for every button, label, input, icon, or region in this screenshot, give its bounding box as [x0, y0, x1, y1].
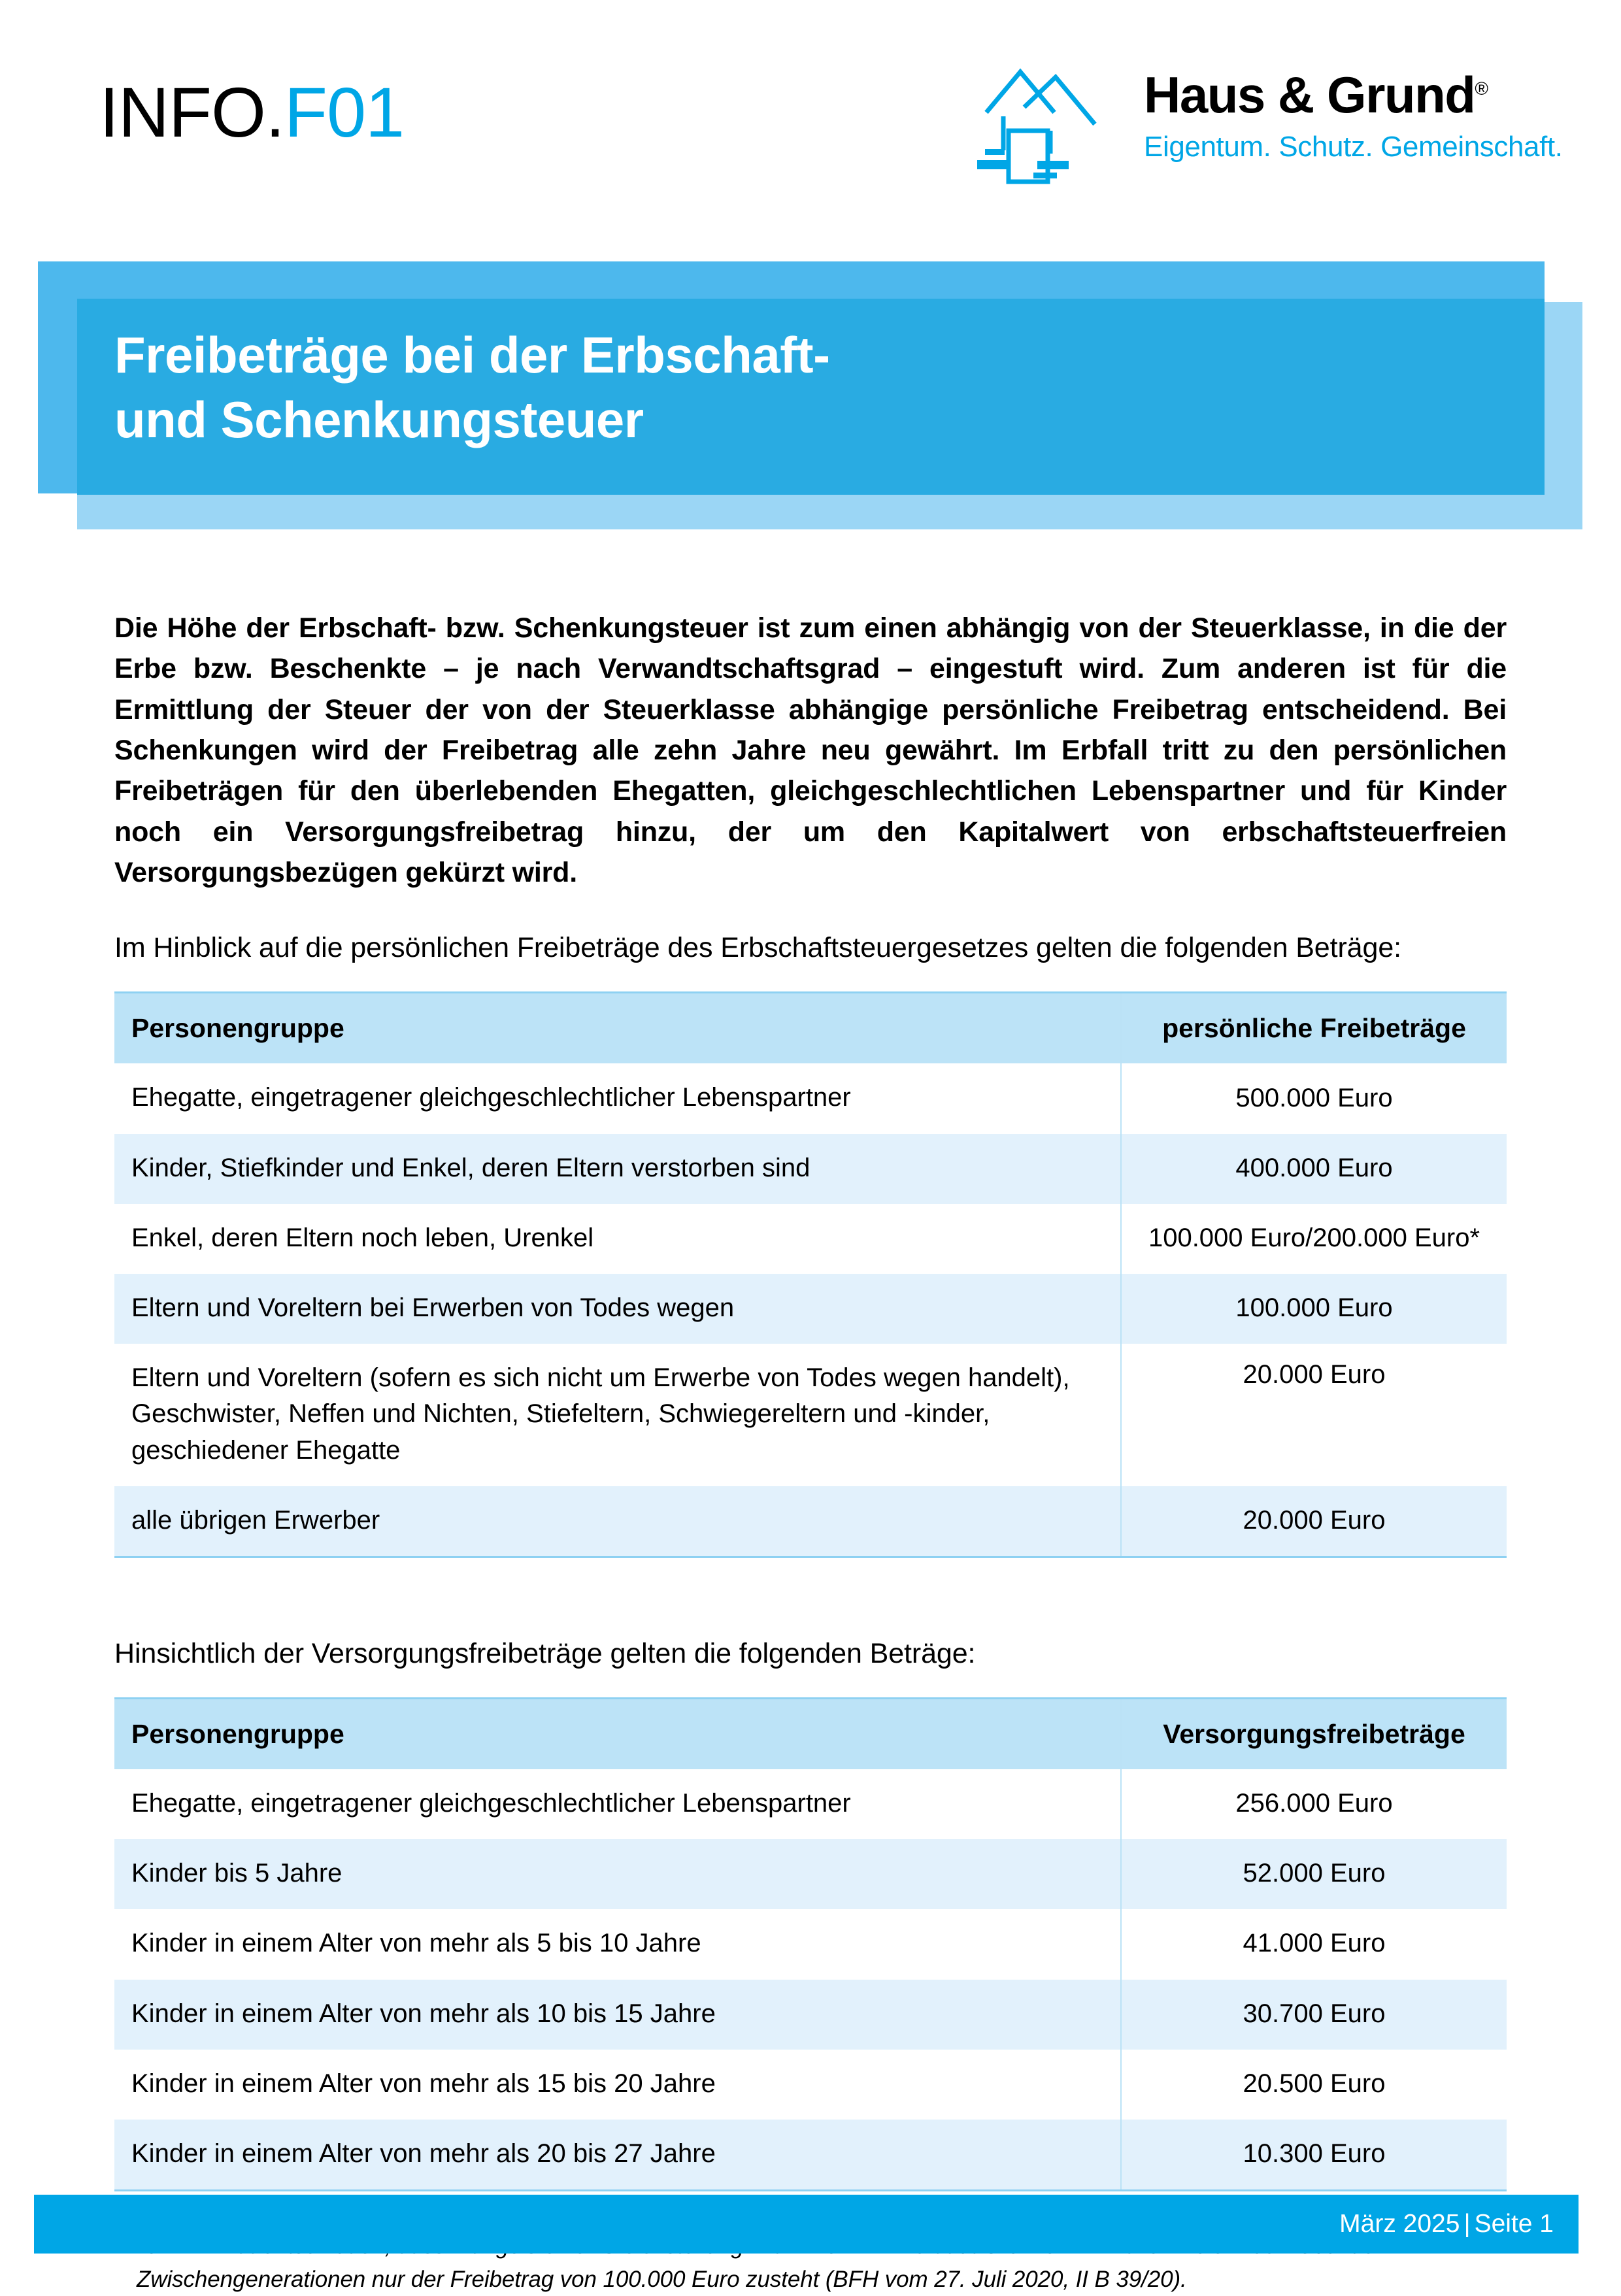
table-personal-body	[114, 1063, 1507, 1557]
cell-amount: 41.000 Euro	[1121, 1909, 1507, 1979]
lead-paragraph: Die Höhe der Erbschaft- bzw. Schenkungsteuer ist zum einen abhängig von der Steuerklasse, in die der Erbe bzw. Beschenkte – je nach Verwandtschaftsgrad – eingestuft wird. Zum anderen ist für die Ermittlung der Steuer der von der Steuerklasse abhängige persönliche Freibetrag entscheidend. Bei Schenkungen wird der Freibetrag alle zehn Jahre neu gewährt. Im Erbfall tritt zu den persönlichen Freibeträgen für den überlebenden Ehegatten, gleichgeschlechtlichen Lebenspartner und für Kinder noch ein Versorgungsfreibetrag hinzu, der um den Kapitalwert von erbschaftsteuerfreien Versorgungsbezügen gekürzt wird.	[114, 612, 1507, 889]
table-personal-head	[114, 993, 1507, 1064]
cell-amount: 100.000 Euro	[1121, 1274, 1507, 1344]
intro-paragraph-personal: Im Hinblick auf die persönlichen Freibeträge des Erbschaftsteuergesetzes gelten die folgenden Beträge:	[114, 932, 1401, 964]
cell-amount: 30.700 Euro	[1121, 1980, 1507, 2050]
cell-persongroup: alle übrigen Erwerber	[114, 1486, 1121, 1557]
cell-persongroup: Kinder in einem Alter von mehr als 5 bis 10 Jahre	[114, 1909, 1121, 1979]
page-title-line-2: und Schenkungsteuer	[114, 391, 644, 449]
table-header-row	[114, 1699, 1507, 1770]
table-personal-allowances	[114, 991, 1507, 1558]
table-row	[114, 1769, 1507, 1839]
table-row	[114, 1274, 1507, 1344]
cell-persongroup: Ehegatte, eingetragener gleichgeschlechtlicher Lebenspartner	[114, 1769, 1121, 1839]
table-pension-body	[114, 1769, 1507, 2191]
table-row	[114, 1063, 1507, 1133]
cell-persongroup: Kinder bis 5 Jahre	[114, 1839, 1121, 1909]
cell-persongroup: Eltern und Voreltern (sofern es sich nicht um Erwerbe von Todes wegen handelt), Geschwister, Neffen und Nichten, Stiefeltern, Schwiegereltern und -kinder, geschiedener Ehegatte	[114, 1344, 1121, 1486]
cell-amount: 20.000 Euro	[1121, 1344, 1507, 1486]
footer-separator: |	[1463, 2210, 1471, 2238]
cell-amount: 52.000 Euro	[1121, 1839, 1507, 1909]
document-code-prefix: INFO.	[99, 73, 284, 152]
footnote-line-2: Zwischengenerationen nur der Freibetrag von 100.000 Euro zusteht (BFH vom 27. Juli 2020, II B 39/20).	[137, 2267, 1187, 2293]
cell-amount: 20.500 Euro	[1121, 2050, 1507, 2120]
table-header-row	[114, 993, 1507, 1064]
col-header-amount: persönliche Freibeträge	[1121, 993, 1507, 1064]
cell-persongroup: Kinder in einem Alter von mehr als 10 bis 15 Jahre	[114, 1980, 1121, 2050]
page-title	[114, 323, 1422, 452]
cell-persongroup: Eltern und Voreltern bei Erwerben von Todes wegen	[114, 1274, 1121, 1344]
table-row	[114, 1909, 1507, 1979]
logo-claim: Eigentum. Schutz. Gemeinschaft.	[1144, 130, 1563, 163]
registered-trademark-icon: ®	[1475, 78, 1488, 99]
cell-persongroup: Kinder in einem Alter von mehr als 15 bis 20 Jahre	[114, 2050, 1121, 2120]
table-row	[114, 1134, 1507, 1204]
table-row	[114, 2120, 1507, 2191]
title-banner	[0, 0, 1621, 562]
cell-amount: 500.000 Euro	[1121, 1063, 1507, 1133]
cell-persongroup: Kinder, Stiefkinder und Enkel, deren Eltern verstorben sind	[114, 1134, 1121, 1204]
table-row	[114, 1204, 1507, 1274]
table-row	[114, 1980, 1507, 2050]
cell-amount: 20.000 Euro	[1121, 1486, 1507, 1557]
cell-amount: 10.300 Euro	[1121, 2120, 1507, 2191]
table-row	[114, 1839, 1507, 1909]
table-row	[114, 2050, 1507, 2120]
cell-persongroup: Ehegatte, eingetragener gleichgeschlechtlicher Lebenspartner	[114, 1063, 1121, 1133]
cell-persongroup: Kinder in einem Alter von mehr als 20 bis 27 Jahre	[114, 2120, 1121, 2191]
cell-amount: 100.000 Euro/200.000 Euro*	[1121, 1204, 1507, 1274]
cell-amount: 256.000 Euro	[1121, 1769, 1507, 1839]
cell-persongroup: Enkel, deren Eltern noch leben, Urenkel	[114, 1204, 1121, 1274]
page-title-line-1: Freibeträge bei der Erbschaft-	[114, 326, 830, 384]
intro-paragraph-pension: Hinsichtlich der Versorgungsfreibeträge gelten die folgenden Beträge:	[114, 1637, 976, 1669]
table-pension-head	[114, 1699, 1507, 1770]
footer-meta	[1339, 2195, 1554, 2254]
page-footer	[34, 2195, 1579, 2254]
col-header-amount: Versorgungsfreibeträge	[1121, 1699, 1507, 1770]
footer-date: März 2025	[1339, 2210, 1460, 2238]
footer-page-number: Seite 1	[1474, 2210, 1554, 2238]
document-code-suffix: F01	[284, 73, 405, 152]
table-row	[114, 1486, 1507, 1557]
table-pension-allowances	[114, 1697, 1507, 2191]
cell-amount: 400.000 Euro	[1121, 1134, 1507, 1204]
logo-wordmark-text: Haus & Grund	[1144, 66, 1475, 124]
col-header-persongroup: Personengruppe	[114, 1699, 1121, 1770]
col-header-persongroup: Personengruppe	[114, 993, 1121, 1064]
table-row	[114, 1344, 1507, 1486]
main-content	[114, 608, 1507, 2296]
